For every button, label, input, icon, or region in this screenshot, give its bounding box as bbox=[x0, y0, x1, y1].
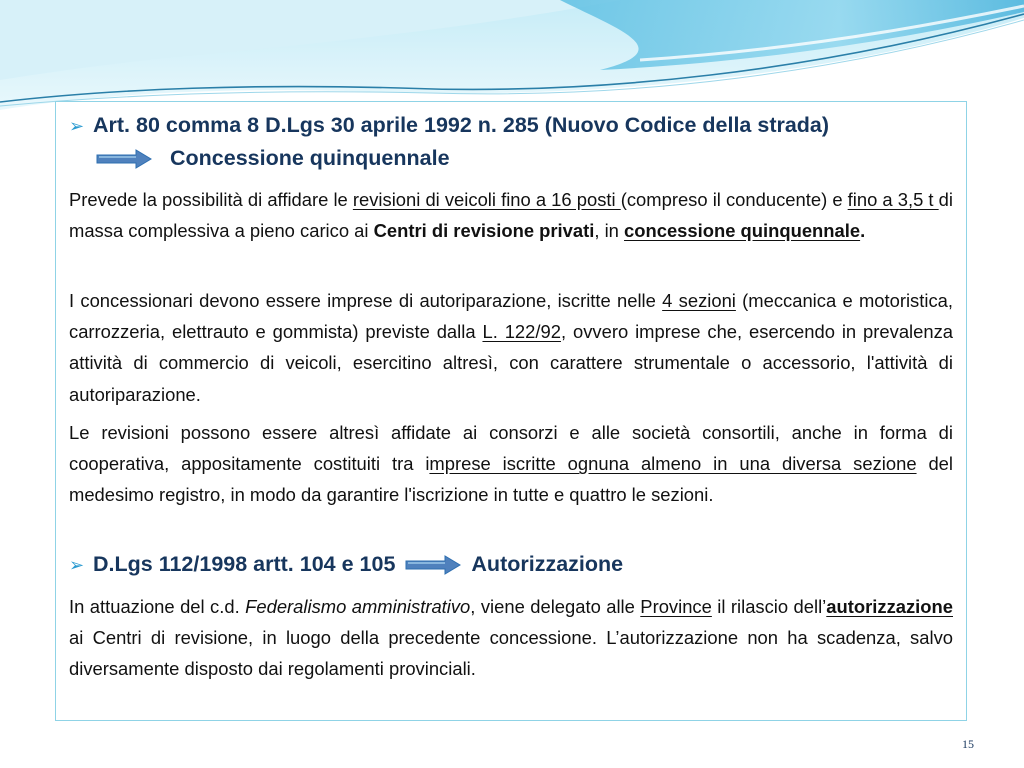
underlined-text: 4 sezioni bbox=[662, 290, 736, 311]
right-arrow-icon bbox=[96, 149, 152, 169]
bold-underlined-text: concessione quinquennale bbox=[624, 220, 861, 242]
arrow-bullet-icon: ➢ bbox=[69, 116, 85, 136]
page-number: 15 bbox=[962, 737, 974, 751]
text-span: I concessionari devono essere imprese di autoriparazione, iscritte nelle bbox=[69, 290, 663, 311]
arrow-bullet-icon: ➢ bbox=[69, 555, 85, 575]
text-span: ai Centri di revisione, in luogo della precedente concessione. L’autorizzazione non ha scadenza, salvo diversamente disposto dai regolamenti provinciali. bbox=[69, 627, 953, 680]
right-arrow-icon bbox=[405, 555, 461, 575]
underlined-text: Province bbox=[640, 596, 712, 617]
paragraph-federalismo bbox=[69, 591, 953, 685]
text-span: Prevede la possibilità di affidare le bbox=[69, 189, 353, 210]
italic-text: Federalismo amministrativo bbox=[245, 596, 471, 617]
heading-dlgs112-text: D.Lgs 112/1998 artt. 104 e 105 bbox=[93, 552, 396, 576]
text-span: , viene delegato alle bbox=[470, 596, 641, 617]
underlined-text: fino a 3,5 t bbox=[847, 189, 939, 210]
text-span: In attuazione del c.d. bbox=[69, 596, 246, 617]
paragraph-concessionari bbox=[69, 285, 953, 410]
text-span: (compreso il conducente) e bbox=[620, 189, 848, 210]
text-span: del medesimo registro, in modo da garantire l'iscrizione in tutte e quattro le sezioni. bbox=[69, 453, 953, 506]
text-span: di massa complessiva a pieno carico ai bbox=[69, 189, 953, 242]
heading-concessione-text: Concessione quinquennale bbox=[170, 146, 450, 170]
bold-text: Centri di revisione privati bbox=[373, 220, 595, 242]
paragraph-prevede bbox=[69, 184, 953, 246]
content-panel bbox=[55, 101, 967, 721]
heading-dlgs112 bbox=[69, 549, 953, 580]
heading-art80-line1: Art. 80 comma 8 D.Lgs 30 aprile 1992 n. 285 (Nuovo Codice della strada) bbox=[93, 113, 830, 137]
bold-text: . bbox=[860, 220, 866, 242]
underlined-text: L. 122/92 bbox=[482, 321, 561, 343]
text-span: Le revisioni possono essere altresì affidate ai consorzi e alle società consortili, anche in forma di cooperativa, appositamente costituiti tra i bbox=[69, 422, 953, 475]
heading-autorizzazione-text: Autorizzazione bbox=[471, 552, 624, 576]
text-span: , in bbox=[594, 220, 625, 242]
text-span: il rilascio dell’ bbox=[711, 596, 827, 617]
text-span: (meccanica e motoristica, carrozzeria, elettrauto e gommista) previste dalla bbox=[69, 290, 953, 343]
underlined-text: revisioni di veicoli fino a 16 posti bbox=[352, 189, 621, 210]
paragraph-consorzi bbox=[69, 417, 953, 511]
text-span: , ovvero imprese che, esercendo in prevalenza attività di commercio di veicoli, esercitino altresì, con carattere strumentale o accessorio, l'attività di autoriparazione. bbox=[69, 321, 954, 405]
heading-concessione bbox=[96, 143, 953, 173]
bold-underlined-text: autorizzazione bbox=[826, 596, 953, 617]
heading-art80 bbox=[69, 110, 953, 141]
underlined-text: mprese iscritte ognuna almeno in una diversa sezione bbox=[429, 453, 917, 475]
